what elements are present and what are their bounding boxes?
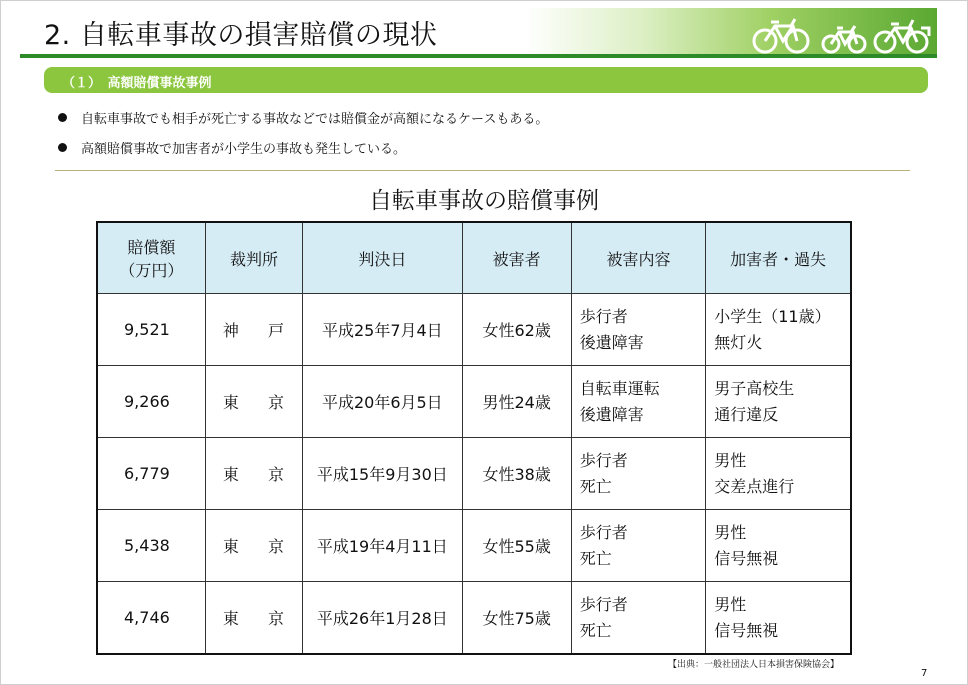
cell-perp-line1: 男性 [714,522,747,542]
title-underline [20,54,937,58]
cell-damage [571,438,705,510]
bicycle-icon-3 [875,20,929,52]
bullet-text: 高額賠償事故で加害者が小学生の事故も発生している。 [81,142,407,157]
cell-damage-line1: 歩行者 [579,306,628,326]
cell-damage-line2: 死亡 [579,476,612,496]
cell-amount: 6,779 [97,438,205,510]
section-title: （１） 高額賠償事故事例 [62,76,212,91]
cell-perpetrator [706,294,851,366]
cell-perp-line1: 小学生（11歳） [714,306,831,326]
header-victim: 被害者 [462,222,571,294]
cell-victim: 女性75歳 [462,582,571,655]
cell-damage [571,582,705,655]
table-title: 自転車事故の賠償事例 [369,188,599,214]
cell-damage [571,510,705,582]
page-title: 2. 自転車事故の損害賠償の現状 [44,20,438,51]
table-row [97,438,851,510]
cell-date: 平成19年4月11日 [303,510,463,582]
cell-date: 平成20年6月5日 [303,366,463,438]
cell-court: 神 戸 [205,294,302,366]
cell-damage-line2: 死亡 [579,548,612,568]
table-row [97,366,851,438]
cell-perp-line1: 男性 [714,594,747,614]
cell-damage-line2: 後遺障害 [579,404,644,424]
cell-date: 平成26年1月28日 [303,582,463,655]
cell-amount: 4,746 [97,582,205,655]
cell-perp-line2: 信号無視 [714,548,779,568]
cell-amount: 5,438 [97,510,205,582]
cell-perp-line2: 信号無視 [714,620,779,640]
cell-damage-line2: 後遺障害 [579,332,644,352]
table-row [97,582,851,655]
table-row [97,294,851,366]
bullet-dot-icon [58,143,67,152]
table-header-row [97,222,851,294]
bicycle-icon-1 [754,19,808,52]
cell-date: 平成15年9月30日 [303,438,463,510]
cell-damage [571,294,705,366]
cell-damage-line1: 歩行者 [579,450,628,470]
header-court: 裁判所 [205,222,302,294]
cell-court: 東 京 [205,582,302,655]
bullet-dot-icon [58,113,67,122]
cell-damage [571,366,705,438]
compensation-cases-table [96,221,852,655]
cell-perp-line1: 男性 [714,450,747,470]
cell-amount: 9,266 [97,366,205,438]
cell-damage-line1: 歩行者 [579,522,628,542]
header-perpetrator: 加害者・過失 [706,222,851,294]
header-amount-line2: （万円） [119,261,184,280]
cell-court: 東 京 [205,366,302,438]
bicycle-icon-2 [823,26,865,52]
header-date: 判決日 [303,222,463,294]
cell-perp-line1: 男子高校生 [714,378,795,398]
cell-damage-line2: 死亡 [579,620,612,640]
cell-perpetrator [706,366,851,438]
source-citation: 【出典：一般社団法人日本損害保険協会】 [668,660,840,670]
header-amount [97,222,205,294]
cell-date: 平成25年7月4日 [303,294,463,366]
cell-victim: 女性62歳 [462,294,571,366]
header-damage: 被害内容 [571,222,705,294]
cell-perp-line2: 交差点進行 [714,476,795,496]
cell-perp-line2: 通行違反 [714,404,779,424]
cell-perpetrator [706,438,851,510]
divider-line [55,170,910,171]
cell-perpetrator [706,510,851,582]
bicycle-icons [745,14,935,54]
bullet-item [58,138,406,157]
cell-court: 東 京 [205,510,302,582]
cell-victim: 女性38歳 [462,438,571,510]
bullet-text: 自転車事故でも相手が死亡する事故などでは賠償金が高額になるケースもある。 [81,112,549,127]
cell-perp-line2: 無灯火 [714,332,763,352]
cell-amount: 9,521 [97,294,205,366]
table-row [97,510,851,582]
cell-victim: 男性24歳 [462,366,571,438]
header-amount-line1: 賠償額 [127,238,176,257]
cell-damage-line1: 歩行者 [579,594,628,614]
bullet-item [58,108,548,127]
cell-victim: 女性55歳 [462,510,571,582]
page-number: 7 [921,668,928,679]
cell-damage-line1: 自転車運転 [579,378,660,398]
cell-court: 東 京 [205,438,302,510]
cell-perpetrator [706,582,851,655]
